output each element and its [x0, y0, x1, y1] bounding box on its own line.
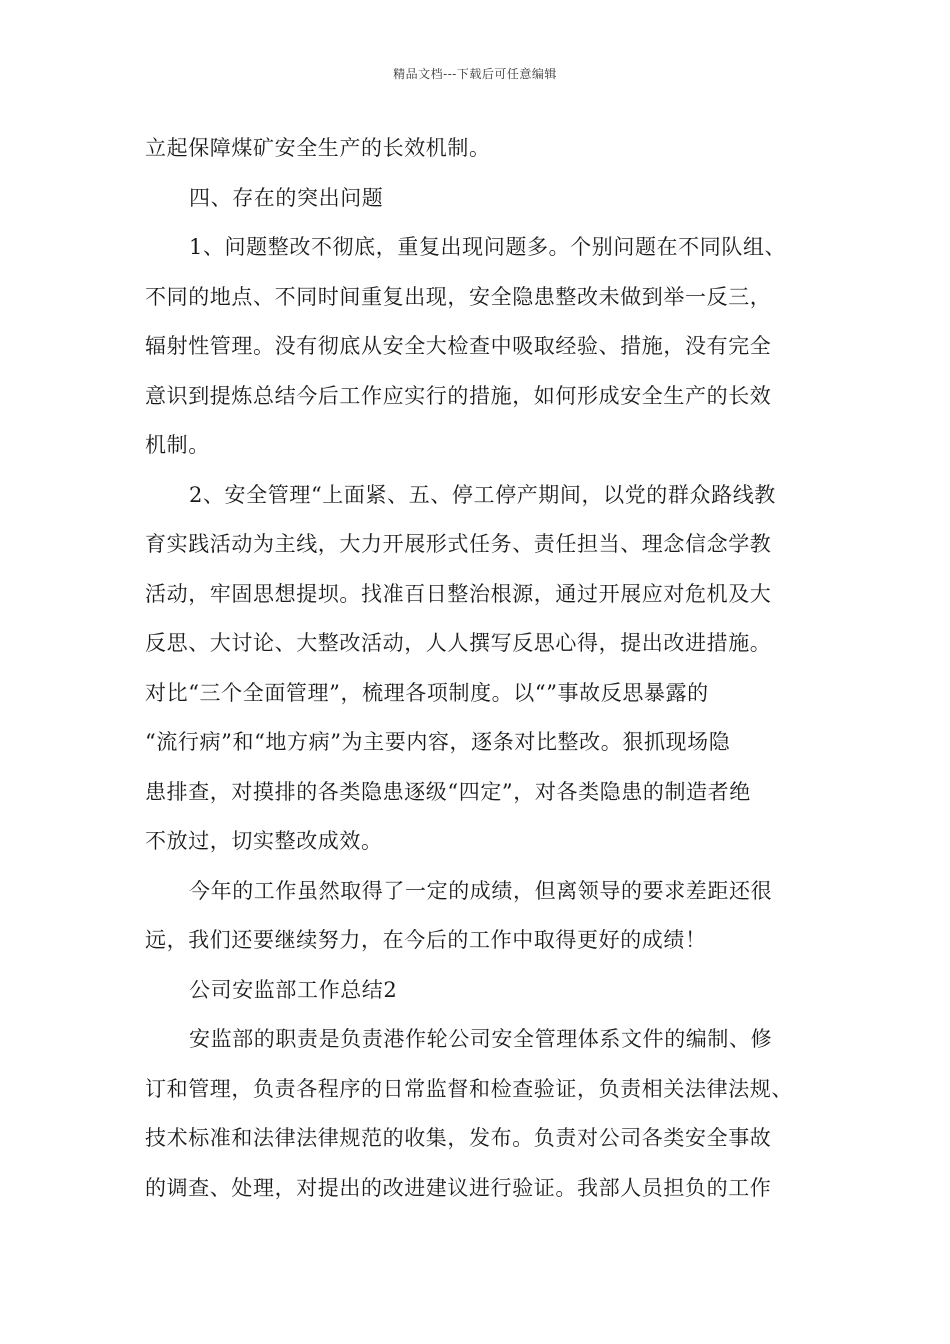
text-line: 的调查、处理，对提出的改进建议进行验证。我部人员担负的工作 [145, 1175, 772, 1200]
text-line: 安监部的职责是负责港作轮公司安全管理体系文件的编制、修 [189, 1027, 773, 1051]
text-line: 不放过，切实整改成效。 [145, 829, 383, 853]
text-line: 立起保障煤矿安全生产的长效机制。 [145, 136, 491, 160]
text-line: 远，我们还要继续努力，在今后的工作中取得更好的成绩！ [145, 928, 707, 952]
text-line: 机制。 [145, 433, 210, 457]
text-line: “流行病”和“地方病”为主要内容，逐条对比整改。狠抓现场隐 [145, 730, 731, 754]
text-line: 订和管理，负责各程序的日常监督和检查验证，负责相关法律法规、 [145, 1076, 793, 1101]
text-line: 今年的工作虽然取得了一定的成绩，但离领导的要求差距还很 [189, 878, 773, 903]
text-line: 活动，牢固思想提坝。找准百日整治根源，通过开展应对危机及大 [145, 581, 772, 606]
text-line: 意识到提炼总结今后工作应实行的措施，如何形成安全生产的长效 [145, 383, 772, 408]
text-line: 患排查，对摸排的各类隐患逐级“四定”，对各类隐患的制造者绝 [145, 779, 751, 804]
body-text [145, 124, 817, 1213]
text-line: 1、问题整改不彻底，重复出现问题多。个别问题在不同队组、 [189, 235, 787, 259]
text-line: 对比“三个全面管理”，梳理各项制度。以“”事故反思暴露的 [145, 680, 709, 705]
text-line: 不同的地点、不同时间重复出现，安全隐患整改未做到举一反三， [145, 284, 772, 309]
text-line: 技术标准和法律法律规范的收集，发布。负责对公司各类安全事故 [145, 1126, 772, 1150]
text-line: 育实践活动为主线，大力开展形式任务、责任担当、理念信念学教 [145, 532, 772, 556]
section-heading: 四、存在的突出问题 [189, 185, 384, 210]
text-line: 辐射性管理。没有彻底从安全大检查中吸取经验、措施，没有完全 [145, 334, 772, 358]
text-line: 2、安全管理“上面紧、五、停工停产期间，以党的群众路线教 [189, 482, 776, 507]
page-header: 精品文档---下载后可任意编辑 [393, 67, 557, 81]
section-heading: 公司安监部工作总结2 [189, 977, 398, 1002]
text-line: 反思、大讨论、大整改活动，人人撰写反思心得，提出改进措施。 [145, 631, 772, 655]
